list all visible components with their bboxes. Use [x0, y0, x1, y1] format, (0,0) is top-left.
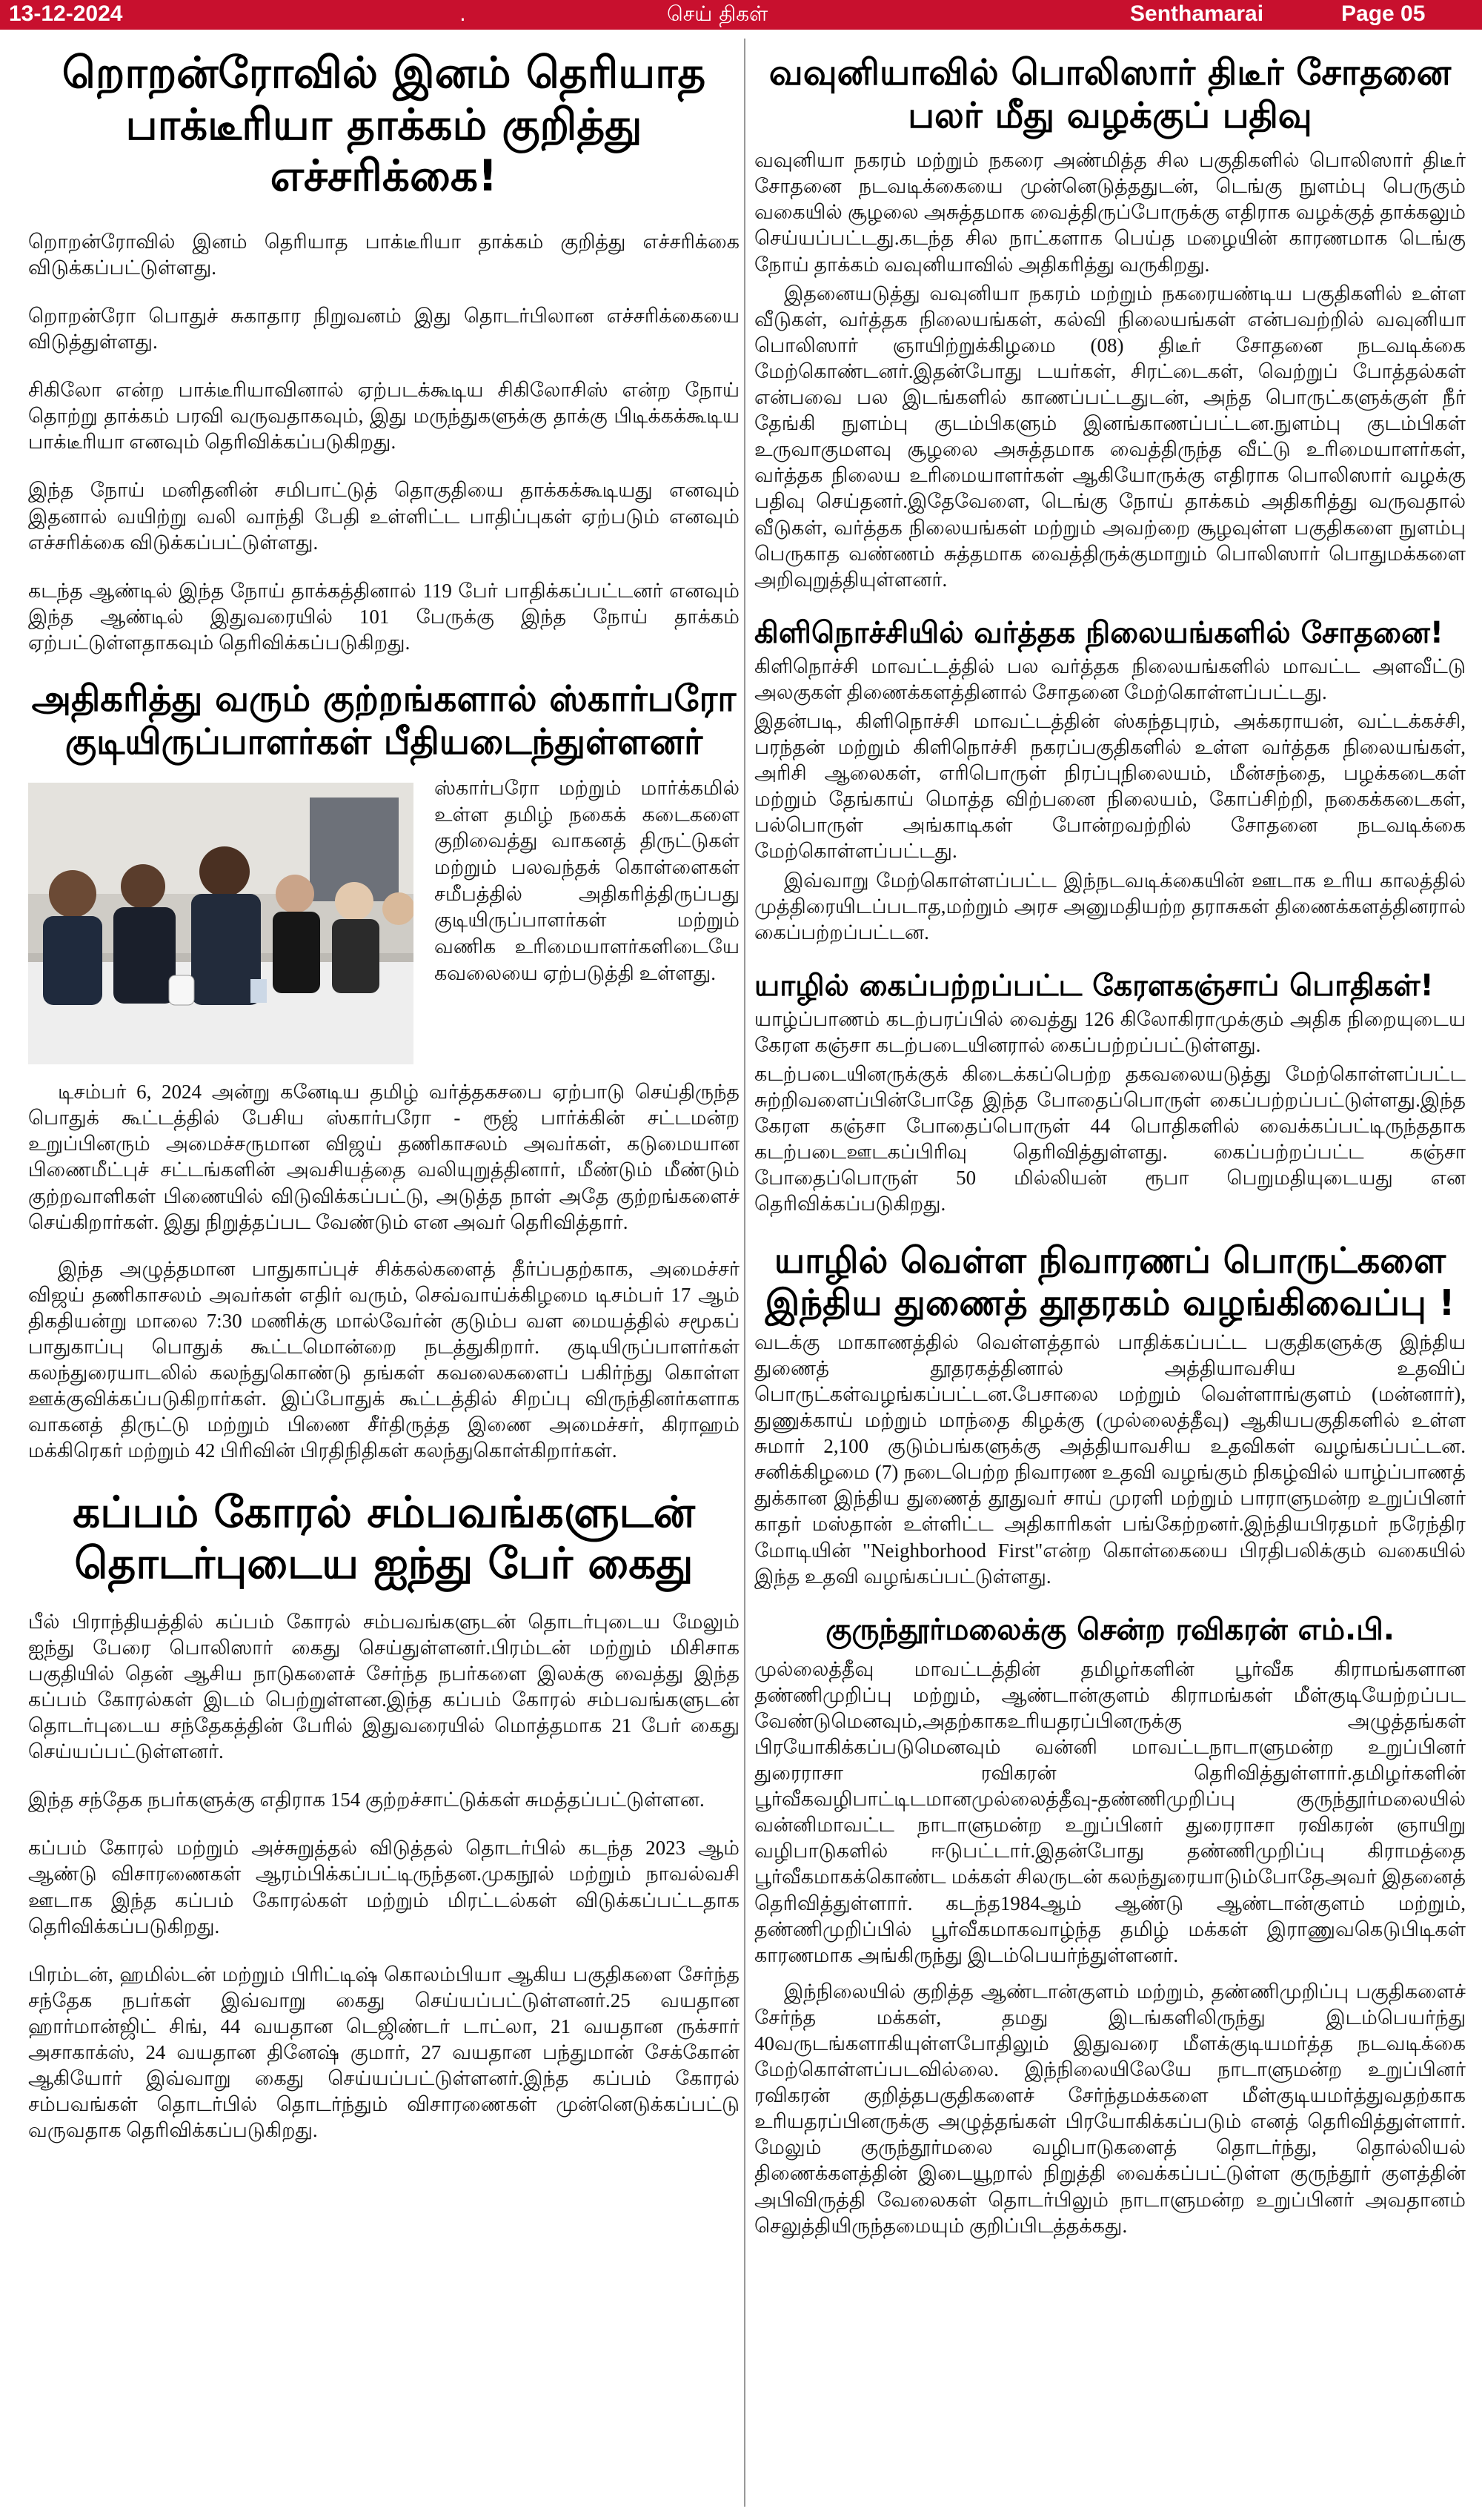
article-headline-line1: அதிகரித்து வரும் குற்றங்களால் ஸ்கார்பரோ	[31, 678, 737, 720]
article-paragraph: வவுனியா நகரம் மற்றும் நகரை அண்மித்த சில பகுதிகளில் பொலிஸார் திடீர் சோதனை நடவடிக்கையை முன்னெடுத்ததுடன், டெங்கு நுளம்பு பெருகும் வகையில் சூழலை அசுத்தமாக வைத்திருப்போருக்கு எதிராக வழக்குத் தாக்கலும் செய்யப்பட்டது.கடந்த சில நாட்களாக பெய்த மழையின் காரணமாக டெங்கு நோய் தாக்கம் வவுனியாவில் அதிகரித்து வருகிறது.	[754, 149, 1466, 276]
article-intro-wrapped: ஸ்கார்பரோ மற்றும் மார்க்கமில் உள்ள தமிழ் நகைக் கடைகளை குறிவைத்து வாகனத் திருட்டுகள் மற்றும் பலவந்தக் கொள்ளைகள் சமீபத்தில் அதிகரித்திருப்பது குடியிருப்பாளர்கள் மற்றும் வணிக உரிமையாளர்களிடையே கவலையை ஏற்படுத்தி உள்ளது.	[434, 777, 740, 984]
article-paragraph: யாழ்ப்பாணம் கடற்பரப்பில் வைத்து 126 கிலோகிராமுக்கும் அதிக நிறையுடைய கேரள கஞ்சா கடற்படையினரால் கைப்பற்றப்பட்டுள்ளது.	[754, 1007, 1466, 1056]
article-paragraph: றொறன்ரோ பொதுச் சுகாதார நிறுவனம் இது தொடர்பிலான எச்சரிக்கையை விடுத்துள்ளது.	[28, 304, 740, 354]
article-headline-line1: றொறன்ரோவில் இனம் தெரியாத	[62, 47, 706, 98]
article-kurunthurmalai-visit	[754, 1612, 1466, 2239]
meeting-photo-illustration	[28, 783, 413, 1064]
article-paragraph: இந்நிலையில் குறித்த ஆண்டான்குளம் மற்றும், தண்ணிமுறிப்பு பகுதிகளைச் சேர்ந்த மக்கள், தமது இடங்களிலிருந்து இடம்பெயர்ந்து 40வருடங்களாகியுள்ளபோதிலும் இதுவரை மீளக்குடியமர்த்த நடவடிக்கை மேற்கொள்ளப்படவில்லை. இந்நிலையிலேயே நாடாளுமன்ற உறுப்பினர் ரவிகரன் குறித்தபகுதிகளைச் சேர்ந்தமக்களை மீள்குடியமர்த்துவதற்காக உரியதரப்பினருக்கு அழுத்தங்கள் பிரயோகிக்கப்படும் எனத் தெரிவித்துள்ளார். மேலும் குருந்தூர்மலை வழிபாடுகளைத் தொடர்ந்து, தொல்லியல் திணைக்களத்தின் இடையூறால் நிறுத்தி வைக்கப்பட்டுள்ள குருந்தூர் குளத்தின் அபிவிருத்தி வேலைகள் தொடர்பிலும் நாடாளுமன்ற உறுப்பினர் அவதானம் செலுத்தியிருந்தமையும் குறிப்பிடத்தக்கது.	[754, 1980, 1466, 2237]
article-paragraph: கிளிநொச்சி மாவட்டத்தில் பல வர்த்தக நிலையங்களில் மாவட்ட அளவீட்டு அலகுகள் திணைக்களத்தினால் சோதனை மேற்கொள்ளப்பட்டது.	[754, 654, 1466, 703]
article-paragraph: கப்பம் கோரல் மற்றும் அச்சுறுத்தல் விடுத்தல் தொடர்பில் கடந்த 2023 ஆம் ஆண்டு விசாரணைகள் ஆரம்பிக்கப்பட்டிருந்தன.முகநூல் மற்றும் நாவல்வசி ஊடாக இந்த கப்பம் கோரல்கள் மற்றும் மிரட்டல்கள் விடுக்கப்பட்டதாக தெரிவிக்கப்படுகிறது.	[28, 1837, 740, 1937]
article-headline-line2: இந்திய துணைத் தூதரகம் வழங்கிவைப்பு !	[765, 1282, 1455, 1324]
article-paragraph: கடந்த ஆண்டில் இந்த நோய் தாக்கத்தினால் 119 பேர் பாதிக்கப்பட்டனர் எனவும் இந்த ஆண்டில் இதுவரையில் 101 பேருக்கு இந்த நோய் தாக்கம் ஏற்பட்டுள்ளதாகவும் தெரிவிக்கப்படுகிறது.	[28, 579, 740, 654]
article-paragraph: இந்த நோய் மனிதனின் சமிபாட்டுத் தொகுதியை தாக்கக்கூடியது எனவும் இதனால் வயிற்று வலி வாந்தி பேதி உள்ளிட்ட பாதிப்புகள் ஏற்படும் எனவும் எச்சரிக்கை விடுக்கப்பட்டுள்ளது.	[28, 479, 740, 554]
article-paragraph: கடற்படையினருக்குக் கிடைக்கப்பெற்ற தகவலையடுத்து மேற்கொள்ளப்பட்ட சுற்றிவளைப்பின்போதே இந்த போதைப்பொருள் கைப்பற்றப்பட்டுள்ளது.இந்த கேரள கஞ்சா போதைப்பொருள் 44 பொதிகளில் வைக்கப்பட்டிருந்ததாக கடற்படைஊடகப்பிரிவு தெரிவித்துள்ளது. கைப்பற்றப்பட்ட கஞ்சா போதைப்பொருள் 50 மில்லியன் ரூபா பெறுமதியுடையது என தெரிவிக்கப்படுகிறது.	[754, 1063, 1466, 1216]
article-paragraph: இவ்வாறு மேற்கொள்ளப்பட்ட இந்நடவடிக்கையின் ஊடாக உரிய காலத்தில் முத்திரையிடப்படாத,மற்றும் அரச அனுமதியற்ற தராசுகள் திணைக்களத்தினரால் கைப்பற்றப்பட்டன.	[754, 869, 1466, 944]
article-paragraph: பீல் பிராந்தியத்தில் கப்பம் கோரல் சம்பவங்களுடன் தொடர்புடைய மேலும் ஐந்து பேரை பொலிஸார் கைது செய்துள்ளனர்.பிரம்டன் மற்றும் மிசிசாக பகுதியில் தென் ஆசிய நாடுகளைச் சேர்ந்த நபர்களை இலக்கு வைத்து இந்த கப்பம் கோரல்கள் இடம் பெற்றுள்ளன.இந்த கப்பம் கோரல் சம்பவங்களுடன் தொடர்புடைய சந்தேகத்தின் பேரில் இதுவரையில் மொத்தமாக 21 பேர் கைது செய்யப்பட்டுள்ளனர்.	[28, 1610, 740, 1763]
article-headline-line2: பலர் மீது வழக்குப் பதிவு	[908, 94, 1312, 136]
article-headline-line2: குடியிருப்பாளர்கள் பீதியடைந்துள்ளனர்	[64, 720, 703, 763]
article-paragraph: இந்த அழுத்தமான பாதுகாப்புச் சிக்கல்களைத் தீர்ப்பதற்காக, அமைச்சர் விஜய் தணிகாசலம் அவர்கள் எதிர் வரும், செவ்வாய்க்கிழமை டிசம்பர் 17 ஆம் திகதியன்று மாலை 7:30 மணிக்கு மால்வேர்ன் குடும்ப வள மையத்தில் சமூகப் பாதுகாப்பு பொதுக் கூட்டமொன்றை நடத்துகிறார். குடியிருப்பாளர்கள் கலந்துரையாடலில் கலந்துகொண்டு தங்கள் கவலைகளைப் பகிர்ந்து கொள்ள ஊக்குவிக்கப்படுகிறார்கள். இப்போதுக் கூட்டத்தில் சிறப்பு விருந்தினர்களாக வாகனத் திருட்டு மற்றும் பிணை சீர்திருத்த இணை அமைச்சர், கிராஹம் மக்கிரெகர் மற்றும் 42 பிரிவின் பிரதிநிதிகள் கலந்துகொள்கிறார்கள்.	[28, 1257, 740, 1462]
page-header	[0, 0, 1482, 30]
article-paragraph: டிசம்பர் 6, 2024 அன்று கனேடிய தமிழ் வர்த்தகசபை ஏற்பாடு செய்திருந்த பொதுக் கூட்டத்தில் பேசிய ஸ்கார்பரோ - ரூஜ் பார்க்கின் சட்டமன்ற உறுப்பினரும் அமைச்சருமான விஜய் தணிகாசலம் அவர்கள், கடுமையான பிணைமீட்புச் சட்டங்களின் அவசியத்தை வலியுறுத்தினார், மீண்டும் மீண்டும் குற்றவாளிகள் பிணையில் விடுவிக்கப்பட்டு, அடுத்த நாள் அதே குற்றங்களைச் செய்கிறார்கள். இது நிறுத்தப்பட வேண்டும் என அவர் தெரிவித்தார்.	[28, 1081, 740, 1233]
article-paragraph: றொறன்ரோவில் இனம் தெரியாத பாக்டீரியா தாக்கம் குறித்து எச்சரிக்கை விடுக்கப்பட்டுள்ளது.	[28, 230, 740, 279]
column-divider	[744, 39, 745, 2507]
article-paragraph: பிரம்டன், ஹமில்டன் மற்றும் பிரிட்டிஷ் கொலம்பியா ஆகிய பகுதிகளை சேர்ந்த சந்தேக நபர்கள் இவ்வாறு கைது செய்யப்பட்டுள்ளனர்.25 வயதான ஹார்மான்ஜிட் சிங், 44 வயதான டெஜிண்டர் டாட்லா, 21 வயதான ருக்சார் அசாகாக்ஸ், 24 வயதான தினேஷ் குமார், 27 வயதான பந்துமான் சேக்கோன் ஆகியோர் இவ்வாறு கைது செய்யப்பட்டுள்ளனர்.இந்த கப்பம் கோரல் சம்பவங்கள் தொடர்பில் தொடர்ந்தும் விசாரணைகள் முன்னெடுக்கப்பட்டு வருவதாக தெரிவிக்கப்படுகிறது.	[28, 1963, 740, 2142]
section-title: செய் திகள்	[667, 1, 768, 26]
article-headline: குருந்தூர்மலைக்கு சென்ற ரவிகரன் எம்.பி.	[825, 1612, 1395, 1647]
article-paragraph: இதன்படி, கிளிநொச்சி மாவட்டத்தின் ஸ்கந்தபுரம், அக்கராயன், வட்டக்கச்சி, பரந்தன் மற்றும் கிளிநொச்சி நகரப்பகுதிகளில் உள்ள வர்த்தக நிலையங்கள், அரிசி ஆலைகள், எரிபொருள் நிரப்புநிலையம், மீன்சந்தை, பழக்கடைகள் மற்றும் தேங்காய் மொத்த விற்பனை நிலையம், கோப்சிற்றி, நகைக்கடைகள், பல்பொருள் அங்காடிகள் போன்றவற்றில் சோதனை நடவடிக்கை மேற்கொள்ளப்பட்டது.	[754, 709, 1466, 863]
article-paragraph: இந்த சந்தேக நபர்களுக்கு எதிராக 154 குற்றச்சாட்டுக்கள் சுமத்தப்பட்டுள்ளன.	[28, 1788, 705, 1811]
article-kilinochchi-inspection	[754, 615, 1466, 946]
article-paragraph: வடக்கு மாகாணத்தில் வெள்ளத்தால் பாதிக்கப்பட்ட பகுதிகளுக்கு இந்திய துணைத் தூதரகத்தினால் அத்தியாவசிய உதவிப் பொருட்கள்வழங்கப்பட்டன.பேசாலை மற்றும் வெள்ளாங்குளம் (மன்னார்), துணுக்காய் மற்றும் மாந்தை கிழக்கு (முல்லைத்தீவு) ஆகியபகுதிகளில் உள்ள சுமார் 2,100 குடும்பங்களுக்கு அத்தியாவசிய உதவிகள் வழங்கப்பட்டன. சனிக்கிழமை (7) நடைபெற்ற நிவாரண உதவி வழங்கும் நிகழ்வில் யாழ்ப்பாணத் துக்கான இந்திய துணைத் தூதுவர் சாய் முரளி மற்றும் பாராளுமன்ற உறுப்பினர் காதர் மஸ்தான் உள்ளிட்ட அதிகாரிகள் பங்கேற்றனர்.இந்தியபிரதமர் நரேந்திர மோடியின் "Neighborhood First"என்ற கொள்கையை பிரதிபலிக்கும் வகையில் இந்த உதவி வழங்கப்பட்டுள்ளது.	[754, 1330, 1466, 1588]
article-headline-line1: யாழில் வெள்ள நிவாரணப் பொருட்களை	[774, 1239, 1446, 1281]
article-vavuniya-raid	[754, 52, 1466, 593]
news-photo-meeting	[28, 783, 413, 1064]
article-extortion-arrests	[28, 1487, 740, 2144]
left-column	[28, 39, 740, 2166]
article-jaffna-cannabis	[754, 968, 1466, 1218]
article-scarborough-crime	[28, 678, 740, 1465]
article-paragraph: முல்லைத்தீவு மாவட்டத்தின் தமிழர்களின் பூர்வீக கிராமங்களான தண்ணிமுறிப்பு மற்றும், ஆண்டான்குளம் கிராமங்கள் மீள்குடியேற்றப்பட வேண்டுமெனவும்,அதற்காகஉரியதரப்பினருக்கு அழுத்தங்கள் பிரயோகிக்கப்படுமெனவும் வன்னி மாவட்டநாடாளுமன்ற உறுப்பினர் துரைராசா ரவிகரன் தெரிவித்துள்ளார்.தமிழர்களின் பூர்வீகவழிபாட்டிடமானமுல்லைத்தீவு-தண்ணிமுறிப்பு குருந்தூர்மலையில் வன்னிமாவட்ட நாடாளுமன்ற உறுப்பினர் துரைராசா ரவிகரன் ஞாயிறு வழிபாடுகளில் ஈடுபட்டார்.இதன்போது தண்ணிமுறிப்பு கிராமத்தை பூர்வீகமாகக்கொண்ட மக்கள் சிலருடன் கலந்துரையாடும்போதேஅவர் இதனைத் தெரிவித்துள்ளார். கடந்த1984ஆம் ஆண்டு ஆண்டான்குளம் மற்றும், தண்ணிமுறிப்பில் பூர்வீகமாகவாழ்ந்த தமிழ் மக்கள் இராணுவகெடுபிடிகள் காரணமாக அங்கிருந்து இடம்பெயர்ந்துள்ளனர்.	[754, 1657, 1466, 1966]
article-flood-relief	[754, 1240, 1466, 1590]
article-paragraph: இதனையடுத்து வவுனியா நகரம் மற்றும் நகரையண்டிய பகுதிகளில் உள்ள வீடுகள், வர்த்தக நிலையங்கள், கல்வி நிலையங்கள் என்பவற்றில் வவுனியா பொலிஸார் ஞாயிற்றுக்கிழமை (08) திடீர் சோதனை நடவடிக்கை மேற்கொண்டனர்.இதன்போது டயர்கள், சிரட்டைகள், வெற்றுப் போத்தல்கள் என்பவை பல இடங்களில் காணப்பட்டதுடன், அந்த பொருட்களுக்குள் நீர் தேங்கி நுளம்பு குடம்பிகளும் இனங்காணப்பட்டன.நுளம்பு குடம்பிகள் உருவாகுமளவு சூழலை அசுத்தமாக வைத்திருந்த வீட்டு உரிமையாளர்கள், வர்த்தக நிலைய உரிமையாளர்கள் ஆகியோருக்கு எதிராக பொலிஸார் வழக்கு பதிவு செய்தனர்.இதேவேளை, டெங்கு நோய் தாக்கம் அதிகரித்து வருவதால் வீடுகள், வர்த்தக நிலையங்கள் மற்றும் அவற்றை சூழவுள்ள பகுதிகளை நுளம்பு பெருகாத வண்ணம் சுத்தமாக வைத்திருக்குமாறும் பொலிஸார் பொதுமக்களை அறிவுறுத்தியுள்ளனர்.	[754, 282, 1466, 591]
article-headline-line2: தொடர்புடைய ஐந்து பேர் கைது	[74, 1538, 694, 1589]
article-headline: யாழில் கைப்பற்றப்பட்ட கேரளகஞ்சாப் பொதிகள்!	[754, 968, 1434, 1003]
article-toronto-bacteria	[28, 47, 740, 656]
article-paragraph: சிகிலோ என்ற பாக்டீரியாவினால் ஏற்படக்கூடிய சிகிலோசிஸ் என்ற நோய் தொற்று தாக்கம் பரவி வருவதாகவும், இது மருந்துகளுக்கு தாக்கு பிடிக்கக்கூடிய பாக்டீரியா எனவும் தெரிவிக்கப்படுகிறது.	[28, 379, 740, 454]
article-headline-line2: பாக்டீரியா தாக்கம் குறித்து எச்சரிக்கை!	[125, 99, 642, 202]
newspaper-name: Senthamarai	[1130, 1, 1264, 26]
header-dot: .	[459, 1, 466, 26]
article-headline: கிளிநொச்சியில் வர்த்தக நிலையங்களில் சோதனை!	[754, 615, 1443, 650]
issue-date: 13-12-2024	[9, 1, 123, 26]
article-headline-line1: கப்பம் கோரல் சம்பவங்களுடன்	[73, 1486, 695, 1537]
article-headline-line1: வவுனியாவில் பொலிஸார் திடீர் சோதனை	[768, 52, 1452, 93]
page-number: Page 05	[1341, 1, 1426, 26]
right-column	[754, 39, 1466, 2261]
